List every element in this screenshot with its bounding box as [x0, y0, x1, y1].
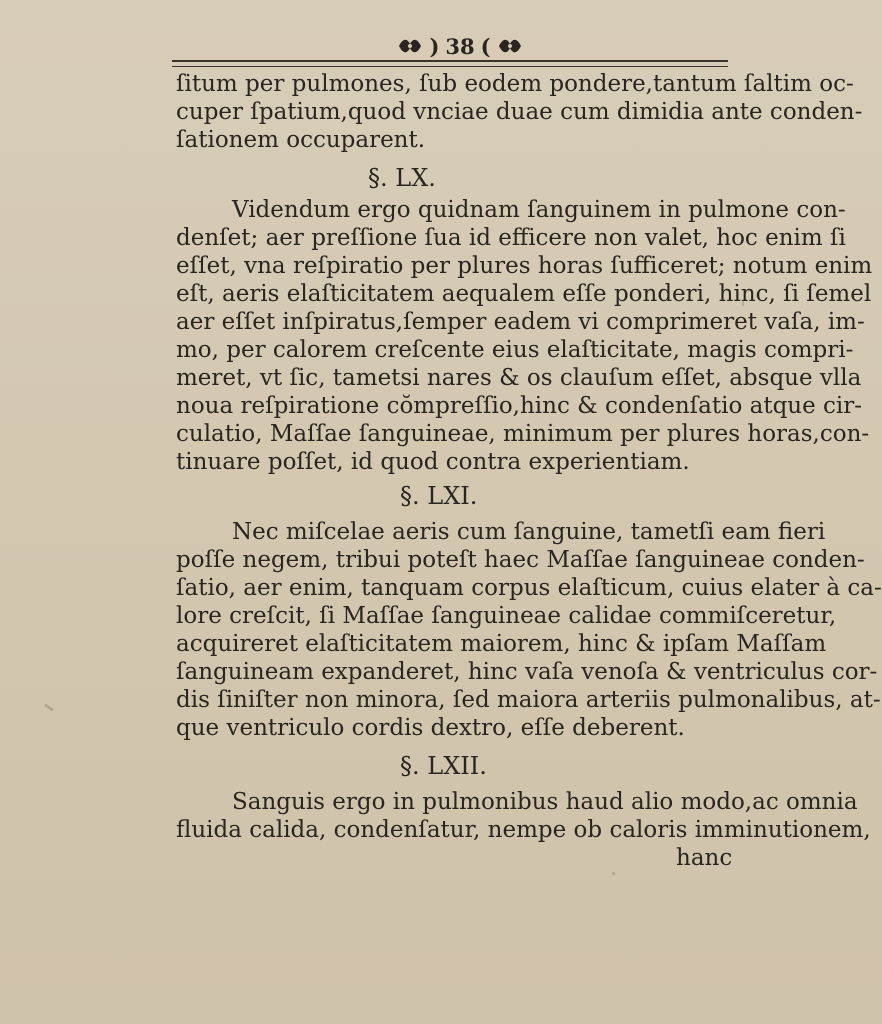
text-line: tinuare poſſet, id quod contra experientiam.	[176, 449, 690, 475]
paper-speck	[44, 703, 54, 711]
right-ornament-icon	[497, 36, 523, 56]
section-heading-lxii: §. LXII.	[400, 752, 487, 780]
section-heading-lxi: §. LXI.	[400, 482, 478, 510]
text-line: acquireret elaſticitatem maiorem, hinc & ipſam Maſſam	[176, 631, 827, 657]
text-line: culatio, Maſſae ſanguineae, minimum per plures horas,con-	[176, 421, 870, 447]
text-line: cuper ſpatium,quod vnciae duae cum dimidia ante conden-	[176, 99, 863, 125]
text-line: poſſe negem, tribui poteſt haec Maſſae ſanguineae conden-	[176, 547, 865, 573]
header-left-paren: )	[429, 33, 440, 59]
text-line: meret, vt ſic, tametsi nares & os clauſum eſſet, absque vlla	[176, 365, 862, 391]
text-line: dis ſiniſter non minora, ſed maiora arteriis pulmonalibus, at-	[176, 687, 881, 713]
text-line: ſanguineam expanderet, hinc vaſa venoſa & ventriculus cor-	[176, 659, 878, 685]
text-line: ſationem occuparent.	[176, 127, 426, 153]
text-line: Videndum ergo quidnam ſanguinem in pulmone con-	[232, 197, 846, 223]
text-line: noua reſpiratione cŏmpreſſio,hinc & condenſatio atque cir-	[176, 393, 863, 419]
text-line: Nec miſcelae aeris cum ſanguine, tametſi eam fieri	[232, 519, 826, 545]
text-line: que ventriculo cordis dextro, eſſe deberent.	[176, 715, 685, 741]
paper-speck	[612, 872, 615, 875]
text-line: Sanguis ergo in pulmonibus haud alio modo,ac omnia	[232, 789, 858, 815]
left-ornament-icon	[397, 36, 423, 56]
text-line: eſſet, vna reſpiratio per plures horas ſufficeret; notum enim	[176, 253, 873, 279]
catchword: hanc	[676, 845, 733, 871]
header-rule	[172, 60, 728, 67]
paper-speck	[742, 300, 744, 306]
text-line: mo, per calorem creſcente eius elaſticitate, magis compri-	[176, 337, 854, 363]
page-header	[360, 30, 560, 62]
page-number: 38	[445, 33, 475, 59]
text-line: ſatio, aer enim, tanquam corpus elaſticum, cuius elater à ca-	[176, 575, 882, 601]
text-line: ſitum per pulmones, ſub eodem pondere,tantum ſaltim oc-	[176, 71, 854, 97]
text-line: lore creſcit, ſi Maſſae ſanguineae calidae commiſceretur,	[176, 603, 837, 629]
text-line: aer eſſet inſpiratus,ſemper eadem vi comprimeret vaſa, im-	[176, 309, 865, 335]
section-heading-lx: §. LX.	[368, 164, 436, 192]
text-line: eſt, aeris elaſticitatem aequalem eſſe ponderi, hinc, ſi ſemel	[176, 281, 872, 307]
header-right-paren: (	[480, 33, 491, 59]
text-line: denſet; aer preſſione ſua id efficere non valet, hoc enim ſi	[176, 225, 846, 251]
text-line: fluida calida, condenſatur, nempe ob caloris imminutionem,	[176, 817, 871, 843]
